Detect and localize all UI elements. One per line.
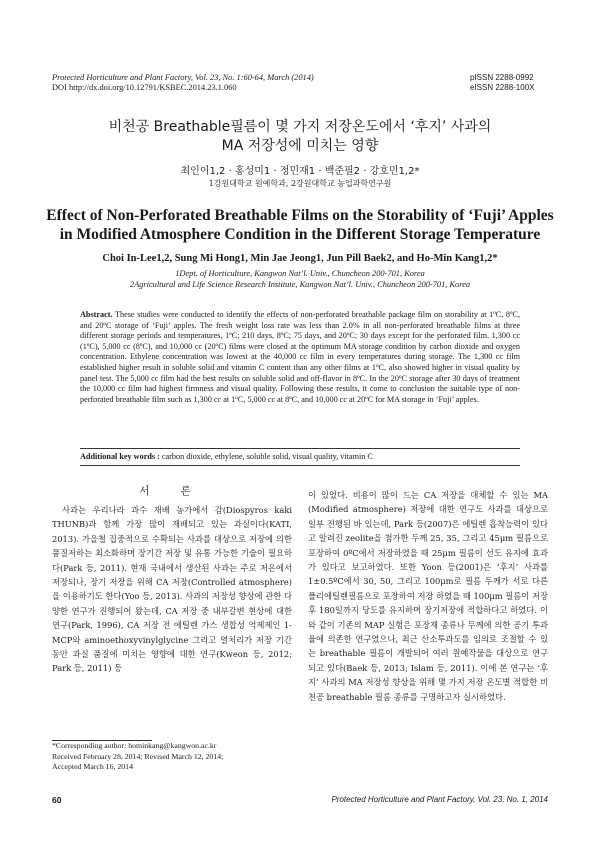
body-right-column xyxy=(308,488,548,704)
keywords-label: Additional key words : xyxy=(80,452,160,461)
abstract-label: Abstract. xyxy=(80,310,113,319)
section-heading-introduction: 서 론 xyxy=(139,485,205,497)
keywords xyxy=(80,452,520,461)
doi-line: DOI http://dx.doi.org/10.12791/KSBEC.2014.23.1.060 xyxy=(52,83,237,92)
accepted-date: Accepted March 16, 2014 xyxy=(52,762,133,772)
received-dates: Received February 28, 2014; Revised March 12, 2014; xyxy=(52,751,224,761)
page-number: 60 xyxy=(52,795,62,805)
abstract-text: These studies were conducted to identify the effects of non-perforated breathable package film on storability at 1ºC, 8ºC, and 20ºC storage of ‘Fuji’ apples. The fresh weight loss rate was less than 2.0% in all non-perforated breathable films at three different storage periods and temperatures, 1ºC; 210 days, 8ºC; 75 days, and 20ºC; 30 days except for the perforated film. 1,300 cc (1ºC), 5,000 cc (8ºC), and 10,000 cc (20ºC) films were closed at the optimum MA storage condition by carbon dioxide and oxygen concentration. Ethylene concentration was lowest at the 40,000 cc film in every temperatures during storage. The 1,300 cc film established higher result in soluble solid and vitamin C content than any other films at 1ºC, also showed higher in visual quality by panel test. The 5,000 cc film had the best results on soluble solid and off-flavor in 8ºC. In the 20ºC storage after 30 days of treatment the 10,000 cc film had highest firmness and visual quality. Following these results, it come to conclusion the suitable type of non-perforated breathable film such as 1,300 cc at 1ºC, 5,000 cc at 8ºC, and 10,000 cc at 20ºC for MA storage in ‘Fuji’ apples. xyxy=(80,310,520,404)
issn-block xyxy=(470,73,570,93)
english-authors: Choi In-Lee1,2, Sung Mi Hong1, Min Jae Jeong1, Jun Pill Baek2, and Ho-Min Kang1,2* xyxy=(102,253,498,264)
korean-title-line2: MA 저장성에 미치는 영향 xyxy=(221,138,379,154)
affiliation-2: 2Agricultural and Life Science Research Institute, Kangwon Nat’l. Univ., Chuncheon 200-701, Korea xyxy=(129,280,471,289)
body-right-paragraph: 이 있었다. 비용이 많이 드는 CA 저장을 대체할 수 있는 MA (Modified atmosphere) 저장에 대한 연구도 사과를 대상으로 일부 진행된 바 있는데, Park 등(2007)은 에틸렌 흡착능력이 있다고 알려진 zeolite을 첨가한 두께 25, 35, 그리고 45μm 필름으로 포장하여 0ºC에서 저장하였을 때 25μm 필름이 선도 유지에 효과가 있다고 보고하였다. 또한 Yoon 등(2001)은 ‘후지’ 사과를 1±0.5ºC에서 30, 50, 그리고 100μm로 필름 두께가 서로 다른 폴리에틸렌필름으로 포장하여 저장 하였을 때 100μm 필름이 저장 후 180일까지 당도를 유지하며 장기저장에 적합하다고 하였다. 이와 같이 기존의 MAP 실험은 포장재 종류나 두께에 의한 공기 투과율에 의존한 연구였으나, 최근 산소투과도를 임의로 조절할 수 있는 breathable 필름이 개발되어 여러 원예작물을 대상으로 연구되고 있다(Baek 등, 2013; Islam 등, 2011). 이에 본 연구는 ‘후지’ 사과의 MA 저장성 향상을 위해 몇 가지 저장 온도별 적합한 비천공 breathable 필름 종류를 구명하고자 실시하였다. xyxy=(308,490,548,702)
corresponding-author: *Corresponding author: hominkang@kangwon.ac.kr xyxy=(52,741,217,750)
affiliation-1: 1Dept. of Horticulture, Kangwon Nat’l. Univ., Chuncheon 200-701, Korea xyxy=(175,269,425,278)
korean-affiliation: 1강원대학교 원예학과, 2강원대학교 농업과학연구원 xyxy=(208,179,392,188)
footer-journal: Protected Horticulture and Plant Factory, Vol. 23, No. 1, 2014 xyxy=(331,795,548,804)
keywords-top-rule xyxy=(80,448,520,449)
abstract xyxy=(80,310,520,405)
body-left-column xyxy=(52,503,292,676)
body-left-paragraph: 사과는 우리나라 과수 재배 농가에서 감(Diospyros kaki THUNB)과 함께 가장 많이 재배되고 있는 과실이다(KATI, 2013). 가을철 집중적으로 수확되는 사과를 대상으로 저장에 의한 품질저하는 최소화하며 장기간 저장 및 유통 가능한 기술이 필요하다(Park 등, 2011). 현재 국내에서 생산된 사과는 주로 저온에서 저장되나, 장기 저장을 위해 CA 저장(Controlled atmosphere)을 이용하기도 한다(Yoo 등, 2013). 사과의 저장성 향상에 관한 다양한 연구가 진행되어 왔는데, CA 저장 중 내부갈변 현상에 대한 연구(Park, 1996), CA 저장 전 에틸렌 가스 생합성 억제제인 1-MCP와 aminoethoxyvinylglycine 그리고 열처리가 저장 기간 동안 과실 품질에 미치는 영향에 대한 연구(Kweon 등, 2012; Park 등, 2011) 등 xyxy=(52,505,292,674)
korean-title xyxy=(40,118,560,156)
keywords-bottom-rule xyxy=(80,465,520,466)
korean-authors: 최인이1,2 · 홍성미1 · 정민재1 · 백준필2 · 강호민1,2* xyxy=(180,166,420,177)
pissn: pISSN 2288-0992 xyxy=(470,73,534,82)
footnote xyxy=(52,741,292,773)
journal-citation: Protected Horticulture and Plant Factory, Vol. 23, No. 1:60-64, March (2014) xyxy=(52,73,314,82)
keywords-text: carbon dioxide, ethylene, soluble solid, visual quality, vitamin C xyxy=(161,452,373,461)
english-title-line1: Effect of Non-Perforated Breathable Films on the Storability of ‘Fuji’ Apples xyxy=(46,207,554,224)
korean-title-line1: 비천공 Breathable필름이 몇 가지 저장온도에서 ‘후지’ 사과의 xyxy=(108,119,492,135)
english-affiliations xyxy=(40,268,560,290)
english-title-line2: in Modified Atmosphere Condition in the Different Storage Temperature xyxy=(59,226,541,243)
english-title xyxy=(40,206,560,244)
journal-header xyxy=(52,73,352,93)
eissn: eISSN 2288-100X xyxy=(470,83,535,92)
